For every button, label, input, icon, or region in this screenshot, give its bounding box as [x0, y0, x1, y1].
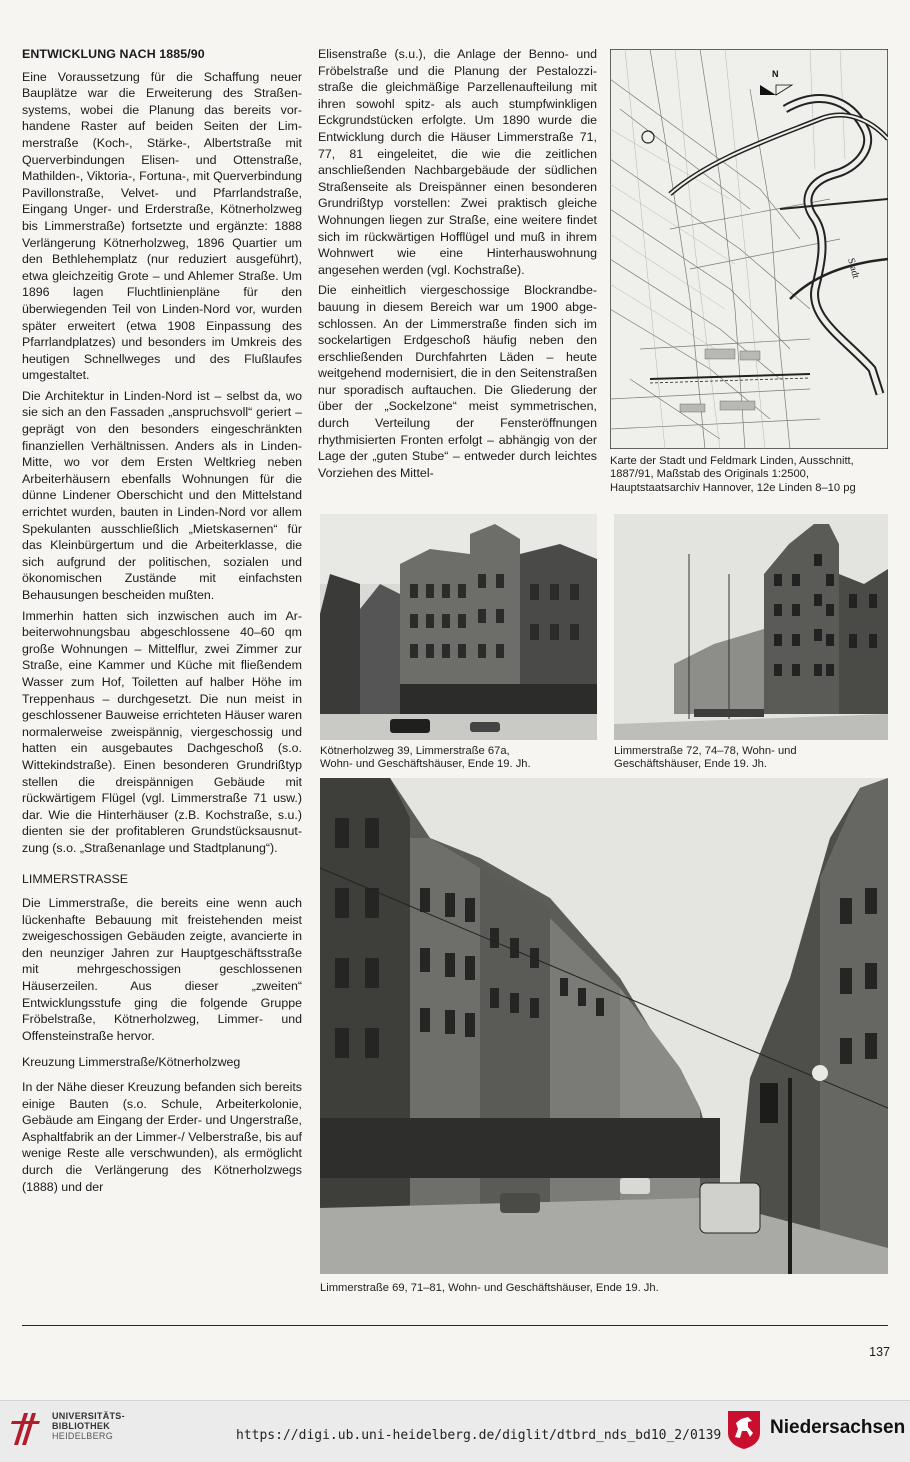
subsection-heading: Kreuzung Limmerstraße/Kötnerholzweg	[22, 1055, 241, 1070]
photo-limmerstrasse-72	[614, 514, 888, 740]
university-library-logo-icon[interactable]	[10, 1409, 42, 1449]
library-line: UNIVERSITÄTS-	[52, 1411, 125, 1421]
photo-caption-koetnerholzweg	[320, 745, 597, 772]
page-number: 137	[869, 1345, 890, 1359]
caption-line: Kötnerholzweg 39, Limmerstraße 67a,	[320, 745, 510, 757]
caption-line: Limmerstraße 72, 74–78, Wohn- und	[614, 745, 797, 757]
paragraph: Eine Voraussetzung für die Schaffung neuer Bauplätze war die Erweiterung des Straßensystems, wobei die Planung das bereits vorhandene Raster auf beiden Seiten der Limmerstraße (Koch-, Stärke-, Albertstraße mit Querverbindungen Elisen- und Ottenstraße, Mathilden-, Viktoria-, Fortuna-, mit Querverbindung Pavillonstraße, Velvet- und Pfarrlandstraße, Eingang Unger- und Erderstraße, Kötnerholzweg bis Limmerstraße) fortsetzte und ergänzte: 1888 Verlängerung Kötnerholzweg, 1896 Quartier um den Bethlehemplatz (nur reduziert ausgeführt), etwa gleichzeitig Grote – und Ahlemer Straße. Um 1896 lagen Fluchtlinienpläne für den überwiegenden Teil von Linden-Nord vor, wurden später erweitert (etwa 1908 Einpassung des Pfarrlandplatzes) und besonders im Umkreis des heutigen Schnellweges und des Flußlaufes umgestaltet.	[22, 69, 302, 383]
niedersachsen-horse-icon[interactable]	[726, 1409, 762, 1449]
paragraph: Elisenstraße (s.u.), die Anlage der Benno- und Fröbelstraße und die Planung der Pestalozzistraße die gleichmäßige Parzellenaufteilung mit ihren sowohl spitz- als auch stumpfwinkligen Eckgrundstücken erfolgte. Um 1890 wurde die Entwicklung durch die Häuser Limmerstraße 71, 77, 81 eingeleitet, die wie die zeitlichen anschließenden Nachbargebäude der südlichen Straßenseite als Dreispänner einen besonderen Grundrißtyp vorstellen: Zwei praktisch gleiche Wohnungen liegen zur Straße, eine weitere findet sich im rückwärtigen Hofflügel und muß in ihrem Wohnwert wie eine Hinterhauswohnung angesehen werden (vgl. Kochstraße).	[318, 47, 597, 277]
partner-name[interactable]: Niedersachsen	[770, 1417, 906, 1438]
text-column-middle	[318, 46, 597, 485]
paragraph: Die Architektur in Linden-Nord ist – selbst da, wo sie sich an den Fassaden „anspruchsvoll“ geriert – geprägt von den besonders eingeschränkten finanziellen Verhältnissen. Anders als in Linden-Mitte, wo vor dem Ersten Weltkrieg neben Arbeiterhäusern ebenfalls Wohnungen für die dünne Lindener Oberschicht und den Mittelstand errichtet wurden, bauten in Linden-Nord vor allem Spekulanten ausschließlich „Mietskasernen“ für das Kleinbürgertum und die Arbeiterklasse, die sich aufgrund der politischen, sozialen und ökonomischen Zustände mit einfachsten Behausungen bescheiden mußten.	[22, 388, 302, 602]
permalink-url[interactable]: https://digi.ub.uni-heidelberg.de/diglit/dtbrd_nds_bd10_2/0139	[236, 1428, 722, 1443]
paragraph: In der Nähe dieser Kreuzung befanden sich bereits einige Bauten (s.o. Schule, Arbeiterkolonie, Gebäude am Eingang der Erder- und Ungerstraße, Asphaltfabrik an der Limmer-/ Velberstraße, bis auf wenige Reste alle verschwunden), als ermöglicht durch die Verlängerung des Kötnerholzwegs (1888) und der	[22, 1080, 302, 1194]
photo-limmerstrasse-69	[320, 778, 888, 1274]
library-line: HEIDELBERG	[52, 1431, 114, 1441]
section-heading: ENTWICKLUNG NACH 1885/90	[22, 47, 205, 61]
caption-line: Geschäftshäuser, Ende 19. Jh.	[614, 758, 767, 771]
paragraph: Die Limmerstraße, die bereits eine wenn auch lückenhafte Bebauung mit freistehenden meist zweigeschossigen Gebäuden zeigte, avancierte in den neunziger Jahren zur Hauptgeschäftsstraße mit mehrgeschossigen geschlossenen Häuserzeilen. Aus dieser „zweiten“ Entwicklungsstufe ging die folgende Gruppe Fröbelstraße, Kötnerholzweg, Limmer- und Offensteinstraße hervor.	[22, 896, 302, 1043]
viewer-footer	[0, 1400, 910, 1462]
photo-koetnerholzweg	[320, 514, 597, 740]
map-stadt-label: Stadt	[845, 256, 862, 280]
historic-map-figure	[610, 49, 888, 449]
map-caption: Karte der Stadt und Feldmark Linden, Ausschnitt, 1887/91, Maßstab des Originals 1:2500, Hauptstaatsarchiv Hannover, 12e Linden 8–10 pg	[610, 455, 856, 494]
photo-caption-limmerstrasse-72	[614, 745, 888, 772]
caption-line: Wohn- und Geschäftshäuser, Ende 19. Jh.	[320, 758, 531, 771]
paragraph: Die einheitlich viergeschossige Blockrandbebauung in diesem Bereich war um 1900 abgeschlossen. An der Limmerstraße finden sich im sockelartigen Erdgeschoß häufig neben den erschließenden Durchfahrten Läden – heute weitgehend modernisiert, die in den Seitenstraßen nur sporadisch auftauchen. Die Gliederung der über der „Sockelzone“ meist symmetrischen, durch Verteilung der Fensteröffnungen rhythmisierten Fronten erfolgt – abhängig von der Lage der „guten Stube“ – entweder durch leichtes Vorziehen des Mittel-	[318, 283, 597, 480]
photo-caption-limmerstrasse-69: Limmerstraße 69, 71–81, Wohn- und Geschäftshäuser, Ende 19. Jh.	[320, 1282, 659, 1294]
paragraph: Immerhin hatten sich inzwischen auch im Arbeiterwohnungsbau abgeschlossene 40–60 qm große Wohnungen – Mittelflur, zwei Zimmer zur Straße, eine Kammer und Küche mit fließendem Wasser zum Hof, Toiletten auf halber Höhe im Treppenhaus – durchgesetzt. Die nun meist in geschlossener Bauweise errichteten Häuser waren normalerweise zweispännig, viergeschossig und hatten ein ausgebautes Dachgeschoß (s.o. Wittekindstraße). Einen besonderen Grundrißtyp stellen die dreispännigen Gebäude mit rückwärtigem Flügel (vgl. Limmerstraße 71 usw.) dar. Wie die Hinterhäuser (z.B. Kochstraße, s.u.) dienten sie der profitableren Grundstücksausnutzung (s.o. „Straßenanlage und Stadtplanung“).	[22, 608, 302, 855]
library-line: BIBLIOTHEK	[52, 1421, 110, 1431]
university-library-name[interactable]	[52, 1411, 125, 1441]
section-heading-limmerstrasse: LIMMERSTRASSE	[22, 871, 129, 886]
footer-rule	[22, 1325, 888, 1326]
text-column-left	[22, 46, 302, 1199]
map-north-label: N	[772, 69, 779, 79]
